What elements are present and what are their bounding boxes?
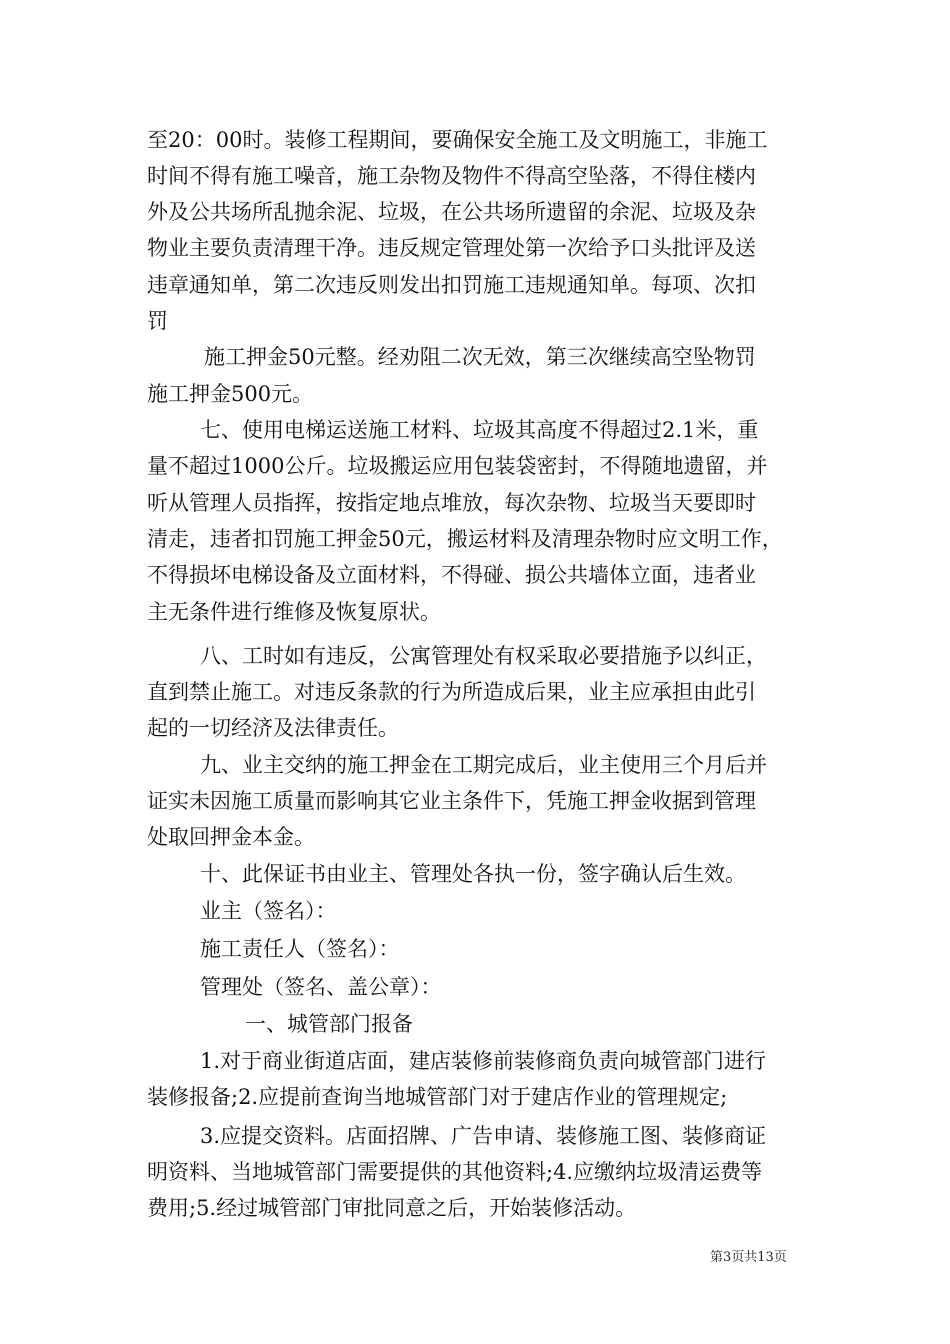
text-line: 起的一切经济及法律责任。 <box>147 716 399 740</box>
text-line: 罚 <box>147 309 168 333</box>
text-line: 证实未因施工质量而影响其它业主条件下，凭施工押金收据到管理 <box>147 789 756 813</box>
text-line: 至20：00时。装修工程期间，要确保安全施工及文明施工，非施工 <box>147 128 768 152</box>
page-number: 第3页共13页 <box>710 1250 787 1265</box>
text-line: 施工押金500元。 <box>147 382 314 406</box>
text-line: 直到禁止施工。对违反条款的行为所造成后果，业主应承担由此引 <box>147 680 756 704</box>
text-line: 处取回押金本金。 <box>147 825 315 849</box>
text-line: 外及公共场所乱抛余泥、垃圾，在公共场所遗留的余泥、垃圾及杂 <box>147 200 756 224</box>
text-line: 明资料、当地城管部门需要提供的其他资料;4.应缴纳垃圾清运费等 <box>147 1160 763 1184</box>
text-line: 七、使用电梯运送施工材料、垃圾其高度不得超过2.1米，重 <box>200 418 759 442</box>
text-line: 八、工时如有违反，公寓管理处有权采取必要措施予以纠正， <box>200 644 767 668</box>
text-line: 量不超过1000公斤。垃圾搬运应用包装袋密封，不得随地遗留，并 <box>147 454 768 478</box>
text-line: 违章通知单，第二次违反则发出扣罚施工违规通知单。每项、次扣 <box>147 273 756 297</box>
signature-management-label: 管理处（签名、盖公章）： <box>200 975 442 999</box>
section-heading: 一、城管部门报备 <box>245 1012 413 1036</box>
text-line: 九、业主交纳的施工押金在工期完成后，业主使用三个月后并 <box>200 753 767 777</box>
text-line: 十、此保证书由业主、管理处各执一份，签字确认后生效。 <box>200 862 746 886</box>
text-line: 物业主要负责清理干净。违反规定管理处第一次给予口头批评及送 <box>147 236 756 260</box>
signature-contractor-label: 施工责任人（签名）： <box>200 937 400 961</box>
signature-owner-label: 业主（签名）： <box>200 899 337 923</box>
text-line: 清走，违者扣罚施工押金50元，搬运材料及清理杂物时应文明工作， <box>147 527 783 551</box>
text-line: 装修报备;2.应提前查询当地城管部门对于建店作业的管理规定; <box>147 1085 728 1109</box>
text-line: 听从管理人员指挥，按指定地点堆放，每次杂物、垃圾当天要即时 <box>147 491 756 515</box>
text-line: 时间不得有施工噪音，施工杂物及物件不得高空坠落，不得住楼内 <box>147 164 756 188</box>
text-line: 费用;5.经过城管部门审批同意之后，开始装修活动。 <box>147 1196 637 1220</box>
text-line: 3.应提交资料。店面招牌、广告申请、装修施工图、装修商证 <box>200 1124 767 1148</box>
text-line: 施工押金50元整。经劝阻二次无效，第三次继续高空坠物罚 <box>204 345 756 369</box>
text-line: 不得损坏电梯设备及立面材料，不得碰、损公共墙体立面，违者业 <box>147 563 756 587</box>
text-line: 主无条件进行维修及恢复原状。 <box>147 600 441 624</box>
text-line: 1.对于商业街道店面，建店装修前装修商负责向城管部门进行 <box>200 1049 767 1073</box>
